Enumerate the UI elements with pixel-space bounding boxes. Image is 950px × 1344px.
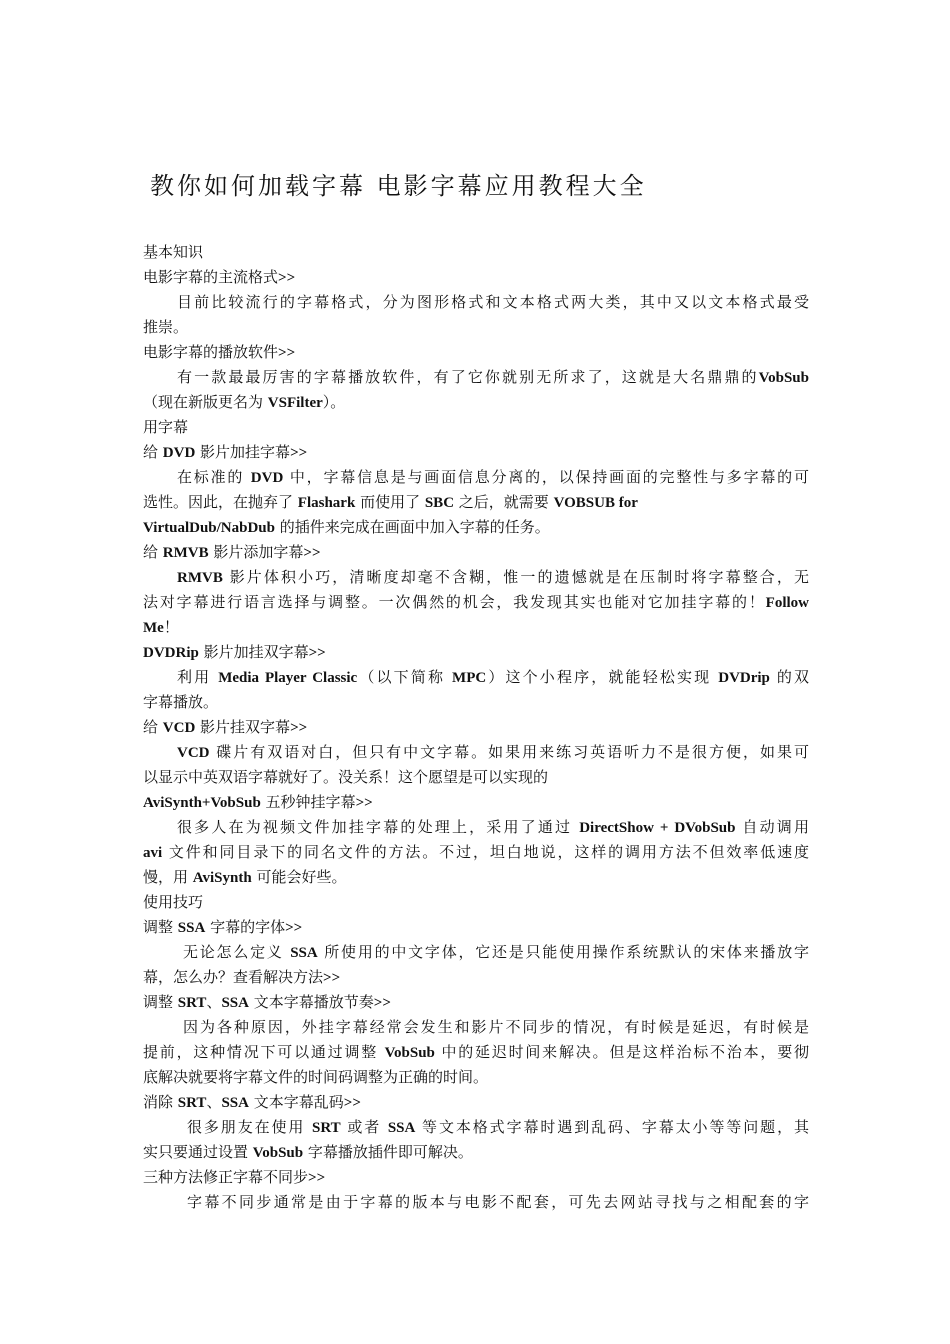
paragraph-line — [143, 315, 809, 340]
bold-run: Flashark — [297, 495, 356, 511]
bold-run: DirectShow + DVobSub — [579, 820, 736, 836]
text-run: 影片挂双字幕 — [195, 718, 291, 736]
bold-run: VobSub — [758, 370, 809, 386]
bold-run: SRT — [177, 1095, 207, 1111]
bold-run: >> — [285, 920, 303, 936]
bold-run: >> — [373, 995, 391, 1011]
text-run: 底解决就要将字幕文件的时间码调整为正确的时间。 — [143, 1068, 489, 1086]
bold-run: VCD — [177, 745, 210, 761]
text-run: 字幕不同步通常是由于字幕的版本与电影不配套，可先去网站寻找与之相配套的字 — [187, 1193, 809, 1211]
bold-run: DVD — [250, 470, 284, 486]
paragraph-line — [143, 590, 809, 615]
topic-heading[interactable] — [143, 790, 809, 815]
text-run: 影片添加字幕 — [208, 543, 304, 561]
text-run: 字幕播放插件即可解决。 — [303, 1143, 473, 1161]
text-run: 的插件来完成在画面中加入字幕的任务。 — [274, 518, 550, 536]
topic-heading[interactable] — [143, 640, 809, 665]
bold-run: SSA — [290, 945, 318, 961]
paragraph-line — [143, 1040, 809, 1065]
text-run: 或者 — [340, 1118, 388, 1136]
bold-run: >> — [355, 795, 373, 811]
bold-run: SSA — [387, 1120, 416, 1136]
text-run: 以显示中英双语字幕就好了。没关系！这个愿望是可以实现的 — [143, 768, 549, 786]
bold-run: >> — [290, 720, 308, 736]
text-run: 自动调用 — [735, 818, 809, 836]
text-run: 字幕播放。 — [143, 693, 219, 711]
topic-heading[interactable] — [143, 990, 809, 1015]
text-run: 调整 — [143, 993, 178, 1011]
section-heading — [143, 240, 809, 265]
bold-run: VirtualDub/NabDub — [143, 520, 275, 536]
text-run: 有一款最最厉害的字幕播放软件，有了它你就别无所求了，这就是大名鼎鼎的 — [177, 368, 759, 386]
text-run: 选性。因此，在抛弃了 — [143, 493, 298, 511]
text-run: 文本字幕乱码 — [248, 1093, 344, 1111]
text-run: 字幕的字体 — [205, 918, 286, 936]
bold-run: VCD — [162, 720, 196, 736]
topic-heading[interactable] — [143, 265, 809, 290]
text-run: 、 — [206, 993, 222, 1011]
text-run: 中的延迟时间来解决。但是这样治标不治本，要彻 — [434, 1043, 809, 1061]
text-run: 给 — [143, 543, 163, 561]
paragraph-line — [143, 665, 809, 690]
text-run: 影片加挂字幕 — [195, 443, 291, 461]
text-run: 给 — [143, 718, 163, 736]
paragraph-line — [143, 490, 809, 515]
text-run: 因为各种原因，外挂字幕经常会发生和影片不同步的情况，有时候是延迟，有时候是 — [183, 1018, 809, 1036]
text-run: 无论怎么定义 — [183, 943, 291, 961]
text-run: 目前比较流行的字幕格式，分为图形格式和文本格式两大类，其中又以文本格式最受 — [177, 293, 809, 311]
text-run: 提前，这种情况下可以通过调整 — [143, 1043, 385, 1061]
paragraph-line — [143, 865, 809, 890]
bold-run: AviSynth — [192, 870, 252, 886]
paragraph-line[interactable] — [143, 965, 809, 990]
text-run: 、 — [206, 1093, 222, 1111]
paragraph-line — [143, 815, 809, 840]
bold-run: MPC — [452, 670, 487, 686]
text-run: 实只要通过设置 — [143, 1143, 253, 1161]
paragraph-line — [143, 940, 809, 965]
text-run: 文本字幕播放节奏 — [248, 993, 374, 1011]
bold-run: SRT — [177, 995, 207, 1011]
paragraph-line — [143, 1190, 809, 1215]
text-run: 影片体积小巧，清晰度却毫不含糊，惟一的遗憾就是在压制时将字幕整合，无 — [222, 568, 809, 586]
text-run: 之后，就需要 — [454, 493, 554, 511]
bold-run: Me — [143, 620, 164, 636]
bold-run: DVDRip — [143, 645, 199, 661]
topic-heading[interactable] — [143, 1165, 809, 1190]
paragraph-line — [143, 615, 809, 640]
bold-run: >> — [278, 345, 296, 361]
paragraph-line — [143, 840, 809, 865]
topic-heading[interactable] — [143, 1090, 809, 1115]
bold-run: VobSub — [252, 1145, 304, 1161]
text-run: 电影字幕的播放软件 — [143, 343, 279, 361]
text-run: 碟片有双语对白，但只有中文字幕。如果用来练习英语听力不是很方便，如果可 — [209, 743, 809, 761]
bold-run: Media Player Classic — [218, 670, 358, 686]
text-run: （以下简称 — [357, 668, 453, 686]
topic-heading[interactable] — [143, 340, 809, 365]
paragraph-line — [143, 1065, 809, 1090]
bold-run: VSFilter — [267, 395, 323, 411]
paragraph-line — [143, 365, 809, 390]
text-run: 三种方法修正字幕不同步 — [143, 1168, 309, 1186]
text-run: 而使用了 — [355, 493, 425, 511]
text-run: 使用技巧 — [143, 893, 204, 911]
paragraph-line — [143, 565, 809, 590]
text-run: 电影字幕的主流格式 — [143, 268, 279, 286]
text-run: 等文本格式字幕时遇到乱码、字幕太小等等问题，其 — [415, 1118, 809, 1136]
paragraph-line — [143, 1140, 809, 1165]
paragraph-line — [143, 1115, 809, 1140]
bold-run: >> — [323, 970, 341, 986]
section-heading — [143, 890, 809, 915]
paragraph-line — [143, 765, 809, 790]
bold-run: SSA — [221, 1095, 249, 1111]
text-run: 慢，用 — [143, 868, 193, 886]
bold-run: SSA — [221, 995, 249, 1011]
paragraph-line — [143, 1015, 809, 1040]
text-run: 消除 — [143, 1093, 178, 1111]
bold-run: DVDrip — [718, 670, 770, 686]
bold-run: avi — [143, 845, 163, 861]
bold-run: DVD — [162, 445, 196, 461]
text-run: 很多人在为视频文件加挂字幕的处理上，采用了通过 — [177, 818, 580, 836]
bold-run: SBC — [424, 495, 455, 511]
bold-run: >> — [308, 645, 326, 661]
text-run: 基本知识 — [143, 243, 204, 261]
paragraph-line — [143, 465, 809, 490]
bold-run: RMVB — [177, 570, 223, 586]
bold-run: >> — [278, 270, 296, 286]
bold-run: VobSub — [384, 1045, 435, 1061]
text-run: 可能会好些。 — [251, 868, 347, 886]
topic-heading[interactable] — [143, 540, 809, 565]
text-run: 给 — [143, 443, 163, 461]
text-run: 所使用的中文字体，它还是只能使用操作系统默认的宋体来播放字 — [317, 943, 809, 961]
bold-run: VOBSUB for — [553, 495, 638, 511]
text-run: 用字幕 — [143, 418, 189, 436]
text-run: 在标准的 — [177, 468, 251, 486]
topic-heading[interactable] — [143, 440, 809, 465]
paragraph-line — [143, 515, 809, 540]
text-run: 调整 — [143, 918, 178, 936]
bold-run: >> — [308, 1170, 326, 1186]
text-run: 很多朋友在使用 — [187, 1118, 313, 1136]
bold-run: SRT — [312, 1120, 341, 1136]
paragraph-line — [143, 690, 809, 715]
document-title: 教你如何加载字幕 电影字幕应用教程大全 — [150, 172, 647, 200]
text-run: 中，字幕信息是与画面信息分离的，以保持画面的完整性与多字幕的可 — [283, 468, 809, 486]
text-run: ）这个小程序，就能轻松实现 — [486, 668, 719, 686]
topic-heading[interactable] — [143, 915, 809, 940]
bold-run: Follow — [765, 595, 809, 611]
bold-run: AviSynth+VobSub — [143, 795, 261, 811]
section-heading — [143, 415, 809, 440]
text-run: ）。 — [322, 393, 346, 411]
text-run: 利用 — [177, 668, 219, 686]
bold-run: >> — [290, 445, 308, 461]
topic-heading[interactable] — [143, 715, 809, 740]
text-run: ！ — [163, 618, 179, 636]
document-body — [143, 240, 809, 1215]
text-run: 五秒钟挂字幕 — [260, 793, 356, 811]
text-run: 的双 — [769, 668, 809, 686]
text-run: 影片加挂双字幕 — [198, 643, 309, 661]
paragraph-line — [143, 290, 809, 315]
text-run: （现在新版更名为 — [143, 393, 268, 411]
bold-run: >> — [343, 1095, 361, 1111]
paragraph-line — [143, 740, 809, 765]
text-run: 文件和同目录下的同名文件的方法。不过，坦白地说，这样的调用方法不但效率低速度 — [162, 843, 809, 861]
text-run: 幕，怎么办？查看解决方法 — [143, 968, 324, 986]
bold-run: >> — [303, 545, 321, 561]
bold-run: SSA — [177, 920, 206, 936]
bold-run: RMVB — [162, 545, 209, 561]
text-run: 法对字幕进行语言选择与调整。一次偶然的机会，我发现其实也能对它加挂字幕的！ — [143, 593, 766, 611]
text-run: 推崇。 — [143, 318, 189, 336]
paragraph-line — [143, 390, 809, 415]
